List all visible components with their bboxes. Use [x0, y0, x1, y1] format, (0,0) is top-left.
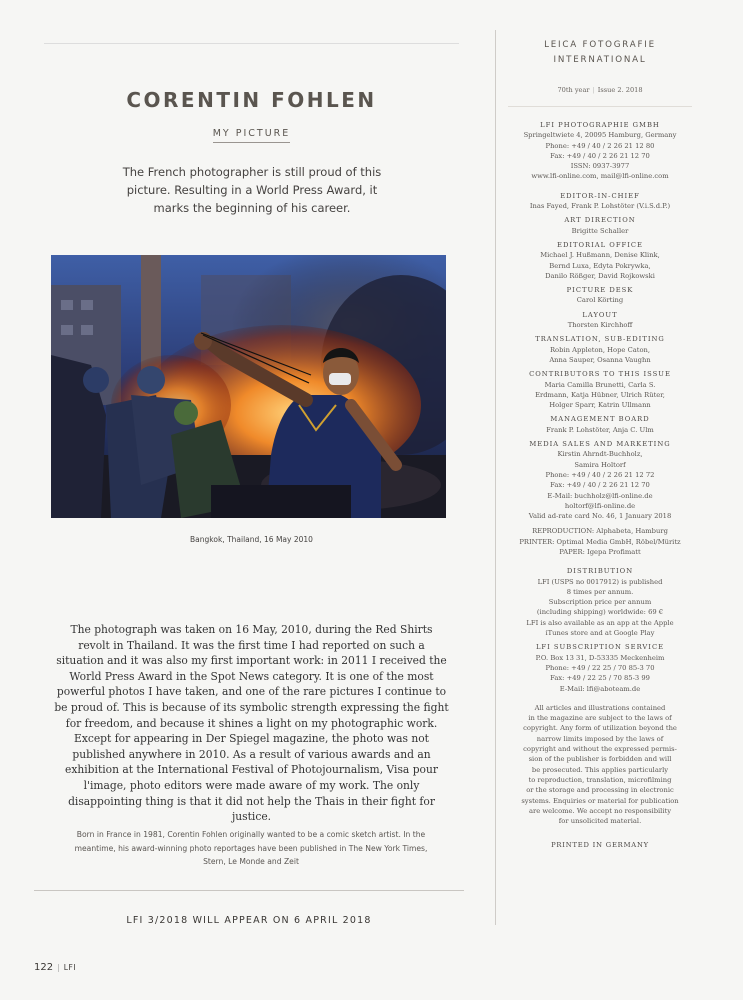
media-line-2: Samira Holtorf — [574, 460, 626, 469]
issue-info — [504, 86, 696, 94]
legal-notice — [504, 703, 696, 827]
distribution-line-6: iTunes store and at Google Play — [545, 629, 655, 638]
legal-line-7: be prosecuted. This applies particularly — [531, 765, 669, 774]
picture-heading: PICTURE DESK — [566, 286, 634, 295]
layout-heading: LAYOUT — [582, 310, 618, 319]
media-fax: Fax: +49 / 40 / 2 26 21 12 70 — [550, 481, 650, 490]
subscription-heading: LFI SUBSCRIPTION SERVICE — [535, 643, 665, 652]
editor-names: Inas Fayed, Frank P. Lohstöter (V.i.S.d.P.) — [529, 202, 671, 211]
office-line-3: Danilo Rößger, David Rojkowski — [545, 271, 655, 280]
masthead — [504, 38, 696, 68]
page-folio — [34, 962, 76, 973]
publisher-phone: Phone: +49 / 40 / 2 26 21 12 80 — [545, 141, 655, 150]
subscription-line-2: Phone: +49 / 22 25 / 70 85-3 70 — [545, 663, 655, 672]
office-line-1: Michael J. Hußmann, Denise Klink, — [540, 251, 660, 260]
photo-caption: Bangkok, Thailand, 16 May 2010 — [190, 535, 313, 544]
legal-line-1: All articles and illustrations contained — [534, 703, 666, 712]
legal-line-6: sion of the publisher is forbidden and will — [528, 755, 672, 764]
legal-line-4: narrow limits imposed by the laws of — [536, 734, 664, 743]
media-line-1: Kirstin Ahrndt-Buchholz, — [557, 450, 643, 459]
subscription-line-1: P.O. Box 13 31, D-53335 Meckenheim — [535, 653, 665, 662]
art-heading: ART DIRECTION — [564, 216, 636, 225]
featured-photo — [51, 255, 446, 518]
media-heading: MEDIA SALES AND MARKETING — [529, 440, 671, 449]
printed-in: PRINTED IN GERMANY — [551, 841, 649, 850]
next-issue-notice: LFI 3/2018 WILL APPEAR ON 6 APRIL 2018 — [126, 915, 372, 926]
media-rate-card: Valid ad-rate card No. 46, 1 January 2018 — [528, 512, 672, 521]
contributors-line-2: Erdmann, Katja Hübner, Ulrich Rüter, — [535, 390, 665, 399]
reproduction: REPRODUCTION: Alphabeta, Hamburg — [532, 527, 668, 536]
media-phone: Phone: +49 / 40 / 2 26 21 12 72 — [545, 470, 655, 479]
printer: PRINTER: Optimal Media GmbH, Röbel/Müritz — [519, 537, 681, 546]
imprint-divider — [508, 106, 692, 107]
article-title: CORENTIN FOHLEN — [126, 88, 377, 112]
folio-magazine: LFI — [63, 963, 77, 972]
section-label — [44, 128, 459, 139]
column-divider — [495, 30, 496, 925]
publisher-fax: Fax: +49 / 40 / 2 26 21 12 70 — [550, 151, 650, 160]
publisher-web: www.lfi-online.com, mail@lfi-online.com — [531, 172, 669, 181]
publisher-address: Springeltwiete 4, 20095 Hamburg, Germany — [523, 131, 677, 140]
office-heading: EDITORIAL OFFICE — [557, 240, 643, 249]
footer-divider — [34, 890, 464, 891]
paper: PAPER: Igepa Profimatt — [559, 547, 641, 556]
subscription-line-4: E-Mail: lfi@aboteam.de — [559, 684, 641, 693]
legal-line-8: to reproduction, translation, microfilming — [528, 775, 672, 784]
media-email-1: E-Mail: buchholz@lfi-online.de — [547, 491, 653, 500]
distribution-heading: DISTRIBUTION — [566, 567, 634, 576]
legal-line-12: for unsolicited material. — [558, 817, 642, 826]
distribution-line-3: Subscription price per annum — [548, 598, 652, 607]
imprint-credits — [504, 120, 696, 851]
volume-year: 70th year — [557, 86, 590, 94]
legal-line-9: or the storage and processing in electronic — [526, 786, 674, 795]
legal-line-10: systems. Enquiries or material for publication — [521, 796, 679, 805]
legal-line-3: copyright. Any form of utilization beyond the — [523, 724, 677, 733]
contributors-line-1: Maria Camilla Brunetti, Carla S. — [544, 380, 656, 389]
contributors-heading: CONTRIBUTORS TO THIS ISSUE — [529, 370, 671, 379]
editor-heading: EDITOR-IN-CHIEF — [560, 191, 640, 200]
publisher-heading: LFI PHOTOGRAPHIE GMBH — [540, 121, 660, 129]
photo-illustration — [51, 255, 446, 518]
article-intro: The French photographer is still proud of this picture. Resulting in a World Press Award, it marks the beginning of his career. — [122, 165, 382, 215]
section-label-text: MY PICTURE — [213, 128, 291, 143]
photographer-bio: Born in France in 1981, Corentin Fohlen originally wanted to be a comic sketch artist. In the meantime, his award-winning photo reportages have been published in The New York Times, Stern, Le Monde and Zeit — [74, 830, 428, 866]
art-names: Brigitte Schaller — [571, 226, 629, 235]
distribution-line-5: LFI is also available as an app at the Apple — [526, 618, 674, 627]
top-divider — [44, 43, 459, 44]
masthead-line-1: LEICA FOTOGRAFIE — [544, 40, 656, 50]
article-body: The photograph was taken on 16 May, 2010, during the Red Shirts revolt in Thailand. It was the first time I had reported on such a situation and it was also my first important work: in 2011 I received the World Press Award in the Spot News category. It is one of the most powerful photos I have taken, and one of the rare pictures I continue to be proud of. This is because of its symbolic strength expressing the fight for freedom, and because it shines a light on my photographic work. Except for appearing in Der Spiegel magazine, the photo was not published anywhere in 2010. As a result of various awards and an exhibition at the International Festival of Photojournalism, Visa pour l'image, photo editors were made aware of my work. The only disappointing thing is that it did not help the Thais in their fight for justice. — [54, 623, 449, 824]
publisher-issn: ISSN: 0937-3977 — [570, 162, 630, 171]
legal-line-5: copyright and without the expressed permis- — [523, 745, 677, 754]
management-heading: MANAGEMENT BOARD — [550, 415, 650, 424]
office-line-2: Bernd Luxa, Edyta Pokrywka, — [549, 261, 651, 270]
page-number: 122 — [34, 962, 54, 973]
translation-line-1: Robin Appleton, Hope Caton, — [549, 345, 651, 354]
media-email-2: holtorf@lfi-online.de — [564, 501, 636, 510]
folio-separator: | — [57, 963, 60, 972]
issue-separator: | — [592, 86, 595, 94]
translation-line-2: Anna Sauper, Osanna Vaughn — [549, 355, 651, 364]
distribution-line-2: 8 times per annum. — [566, 587, 634, 596]
distribution-line-1: LFI (USPS no 0017912) is published — [537, 577, 663, 586]
contributors-line-3: Holger Sparr, Katrin Ullmann — [549, 401, 651, 410]
issue-number: Issue 2. 2018 — [597, 86, 643, 94]
distribution-line-4: (including shipping) worldwide: 69 € — [536, 608, 664, 617]
management-names: Frank P. Lohstöter, Anja C. Ulm — [546, 425, 654, 434]
legal-line-11: are welcome. We accept no responsibility — [528, 806, 672, 815]
masthead-line-2: INTERNATIONAL — [553, 55, 647, 65]
subscription-line-3: Fax: +49 / 22 25 / 70 85-3 99 — [550, 674, 650, 683]
legal-line-2: in the magazine are subject to the laws of — [528, 714, 672, 723]
translation-heading: TRANSLATION, SUB-EDITING — [535, 335, 665, 344]
layout-names: Thorsten Kirchhoff — [567, 321, 633, 330]
picture-names: Carol Körting — [576, 296, 624, 305]
